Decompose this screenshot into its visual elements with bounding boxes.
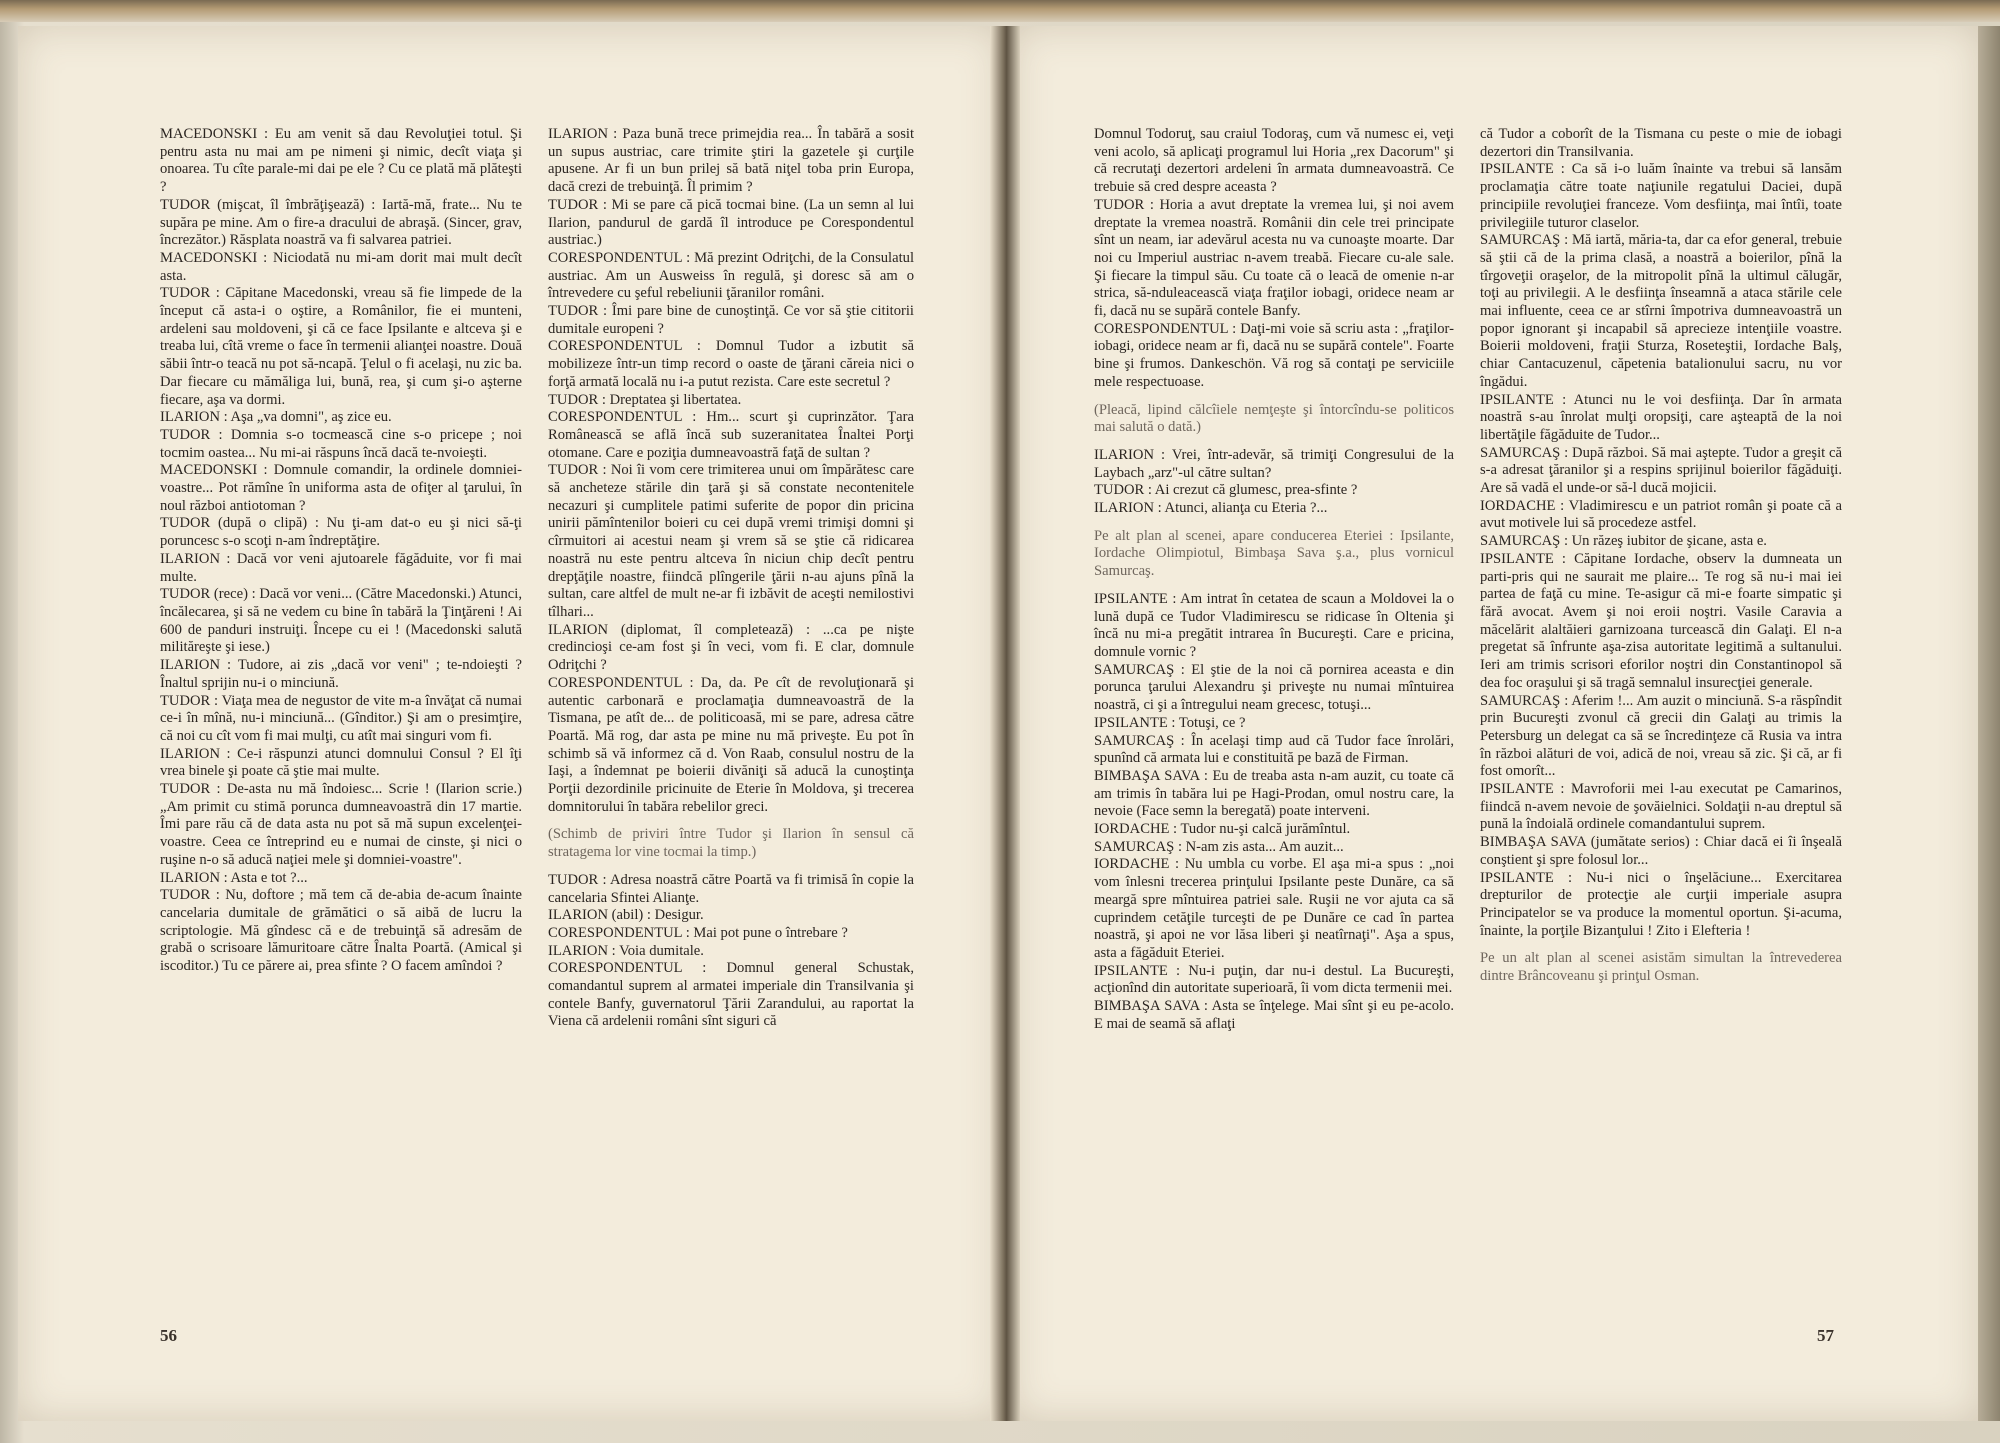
book-gutter xyxy=(990,26,1020,1421)
paragraph: SAMURCAŞ : În acelaşi timp aud că Tudor face înrolări, spunînd că armata lui e constituită pe bază de Firman. xyxy=(1094,732,1454,767)
paragraph: Domnul Todoruţ, sau craiul Todoraş, cum vă numesc ei, veţi veni acolo, să aplicaţi programul lui Horia „rex Dacorum" şi că recrutaţi dezertori ardeleni în armata dumneavoastră. Ce trebuie să cred despre aceasta ? xyxy=(1094,126,1454,196)
paragraph: CORESPONDENTUL : Domnul general Schustak, comandantul suprem al armatei imperiale din Transilvania şi contele Banfy, guvernatorul Ţării Zarandului, au raportat la Viena că ardelenii români sînt siguri că xyxy=(548,960,914,1030)
paragraph: BIMBAŞA SAVA (jumătate serios) : Chiar dacă ei îi înşeală conştient şi spre folosul lor... xyxy=(1480,834,1842,868)
paragraph: ILARION : Tudore, ai zis „dacă vor veni" ; te-ndoieşti ? Înaltul sprijin nu-i o minciună. xyxy=(160,657,522,691)
column-3 xyxy=(1094,126,1454,1033)
column-4 xyxy=(1480,126,1842,996)
paragraph: TUDOR (rece) : Dacă vor veni... (Către Macedonski.) Atunci, încălecarea, şi să ne vedem cu bine în tabără la Ţinţăreni ! Ai 600 de panduri instruiţi. Începe cu ei ! (Macedonski salută milităreşte şi iese.) xyxy=(160,586,522,656)
stage-direction: (Pleacă, lipind călcîiele nemţeşte şi întorcîndu-se politicos mai salută o dată.) xyxy=(1094,401,1454,436)
paragraph: TUDOR : Ai crezut că glumesc, prea-sfinte ? xyxy=(1094,482,1358,499)
paragraph: MACEDONSKI : Niciodată nu mi-am dorit mai mult decît asta. xyxy=(160,249,522,284)
paragraph: IPSILANTE : Căpitane Iordache, observ la dumneata un parti-pris qui ne saurait me plaire... Te rog să nu-i mai iei partea de faţă cu mine. Te-asigur că mi-e foarte simpatic şi fără avocat. Avem şi noi eroii noştri. Vasile Caravia a măcelărit alaltăieri garnizoana turcească din Galaţi. El n-a pregetat să înfrunte aşa-zisa autoritate legitimă a sultanului. Ieri am trimis scrisori eforilor noştri din Constantinopol să dea foc oraşului şi să tragă semnalul insurecţiei generale. xyxy=(1480,550,1842,691)
paragraph: SAMURCAŞ : El ştie de la noi că pornirea aceasta e din porunca ţarului Alexandru şi priveşte nu numai mîntuirea noastră, ci şi a întregului neam grecesc, totuşi... xyxy=(1094,661,1454,714)
paragraph: MACEDONSKI : Domnule comandir, la ordinele domniei-voastre... Pot rămîne în uniforma asta de ofiţer al ţarului, în noul război antiotoman ? xyxy=(160,462,522,514)
paragraph: IORDACHE : Tudor nu-şi calcă jurămîntul. xyxy=(1094,821,1351,838)
column-2 xyxy=(548,126,914,1031)
paragraph: ILARION (abil) : Desigur. xyxy=(548,907,704,924)
paragraph: ILARION : Vrei, într-adevăr, să trimiţi Congresului de la Laybach „arz"-ul către sultan? xyxy=(1094,446,1454,481)
paragraph: ILARION : Asta e tot ?... xyxy=(160,869,308,886)
paragraph: TUDOR : Horia a avut dreptate la vremea lui, şi noi avem dreptate la vremea noastră. Românii din cele trei principate sînt un neam, iar adevărul acesta nu va cunoaşte moarte. Dar noi cu Imperiul austriac n-avem treabă. Fiecare cu-ale sale. Şi fiecare la timpul său. Cu toate că o leacă de omenie n-ar strica, să-nduleacească viaţa fraţilor iobagi, oridece neam ar fi, dacă nu se supără contele Banfy. xyxy=(1094,196,1454,320)
paragraph: IORDACHE : Vladimirescu e un patriot român şi poate că a avut motivele lui să procedeze astfel. xyxy=(1480,497,1842,532)
paragraph: ILARION : Aşa „va domni", aş zice eu. xyxy=(160,409,392,426)
paragraph: TUDOR : Domnia s-o tocmească cine s-o pricepe ; noi tocmim oastea... Nu mi-ai răspuns încă dacă te-nvoieşti. xyxy=(160,426,522,461)
paragraph: ILARION (diplomat, îl completează) : ...ca pe nişte credincioşi ce-am fost şi în veci, vom fi. E clar, domnule Odriţchi ? xyxy=(548,621,914,674)
paragraph: CORESPONDENTUL : Mai pot pune o întrebare ? xyxy=(548,924,848,941)
paragraph: IPSILANTE : Mavroforii mei l-au executat pe Camarinos, fiindcă n-avem nevoie de şovăielnici. Soldaţii n-au dreptul să pună la îndoială ordinele comandantului suprem. xyxy=(1480,781,1842,833)
paragraph: IPSILANTE : Am intrat în cetatea de scaun a Moldovei la o lună după ce Tudor Vladimirescu se ridicase în Oltenia şi încă nu mi-a pregătit intrarea în Bucureşti. Care e pricina, domnule vornic ? xyxy=(1094,590,1454,660)
paragraph: TUDOR (mişcat, îl îmbrăţişează) : Iartă-mă, frate... Nu te supăra pe mine. Am o fire-a dracului de abraşă. (Sincer, grav, încrezător.) Răsplata noastră va fi salvarea patriei. xyxy=(160,196,522,249)
paragraph: TUDOR : Mi se pare că pică tocmai bine. (La un semn al lui Ilarion, pandurul de gardă îl introduce pe Corespondentul austriac.) xyxy=(548,196,914,249)
book-cover-edge xyxy=(0,0,2000,22)
paragraph: SAMURCAŞ : Aferim !... Am auzit o minciună. S-a răspîndit prin Bucureşti zvonul că grecii din Galaţi au trimis la Petersburg un delegat ca să se încredinţeze că Rusia va intra în război alături de voi, adică de noi, vreau să zic. Şi că, ar fi fost omorît... xyxy=(1480,692,1842,780)
paragraph: ILARION : Paza bună trece primejdia rea... În tabără a sosit un supus austriac, care trimite ştiri la gazetele şi curţile apusene. Ar fi un bun prilej să bată niţel toba prin Europa, dacă crezi de trebuinţă. Îl primim ? xyxy=(548,126,914,196)
paragraph: TUDOR : De-asta nu mă îndoiesc... Scrie ! (Ilarion scrie.) „Am primit cu stimă porunca dumneavoastră din 17 martie. Îmi pare rău că de data asta nu pot să mă supun excelenţei-voastre. Ceea ce întreprind eu e numai de cinste, şi nici o ruşine n-o să aducă naţiei mele şi domniei-voastre". xyxy=(160,781,522,868)
page-number-left: 56 xyxy=(160,1326,177,1345)
paragraph: IORDACHE : Nu umbla cu vorbe. El aşa mi-a spus : „noi vom înlesni trecerea prinţului Ipsilante peste Dunăre, ca să meargă spre mîntuirea patriei sale. Ruşii ne vor ajuta ca să cuprindem cetăţile turceşti de pe Dunăre ce cad în partea noastră, şi apoi ne vor lăsa liberi şi neatîrnaţi". Aşa a spus, asta a făgăduit Eteriei. xyxy=(1094,856,1454,961)
paragraph: CORESPONDENTUL : Da, da. Pe cît de revoluţionară şi autentic carbonară e proclamaţia dumneavoastră de la Tismana, pe atît de... de politicoasă, mi se pare, adresa către Poartă. Mă rog, dar asta pe mine nu mă priveşte. Eu pot în schimb să vă informez că d. Von Raab, consulul nostru de la Iaşi, a îndemnat pe boierii divăniţi să aducă la cunoştinţa Porţii dezordinile pricinuite de Eterie în Moldova, şi trecerea domnitorului în tabăra rebelilor greci. xyxy=(548,674,914,815)
paragraph: SAMURCAŞ : Mă iartă, măria-ta, dar ca efor general, trebuie să ştii că de la prima clasă, a noastră a boierilor, pînă la tîrgoveţii oraşelor, de la mitropolit pînă la ultimul călugăr, toţi au privilegii. A le desfiinţa înseamnă a ataca stările cele mai influente, ceea ce ar stîrni împotriva dumneavoastră un popor ignorant şi incapabil să aprecieze intenţiile voastre. Boierii moldoveni, fraţii Sturza, Roseteştii, Iordache Balş, chiar Cantacuzenul, căpetenia batalionului sacru, nu vor îngădui. xyxy=(1480,232,1842,390)
paragraph: SAMURCAŞ : N-am zis asta... Am auzit... xyxy=(1094,838,1344,855)
paragraph: SAMURCAŞ : Un răzeş iubitor de şicane, asta e. xyxy=(1480,533,1767,550)
stage-direction: Pe un alt plan al scenei asistăm simultan la întrevederea dintre Brâncoveanu şi prinţul Osman. xyxy=(1480,950,1842,985)
paragraph: CORESPONDENTUL : Daţi-mi voie să scriu asta : „fraţilor-iobagi, oridece neam ar fi, dacă nu se supără contele". Foarte bine şi frumos. Dankeschön. Vă rog să contaţi pe serviciile mele respectuoase. xyxy=(1094,320,1454,390)
paragraph: IPSILANTE : Nu-i nici o înşelăciune... Exercitarea drepturilor de protecţie ale curţii imperiale asupra Principatelor se va produce la momentul oportun. Şi-acuma, înainte, la porţile Bizanţului ! Zito i Elefteria ! xyxy=(1480,869,1842,939)
stage-direction: Pe alt plan al scenei, apare conducerea Eteriei : Ipsilante, Iordache Olimpiotul, Bimbaşa Sava ş.a., plus vornicul Samurcaş. xyxy=(1094,527,1454,580)
paragraph: CORESPONDENTUL : Domnul Tudor a izbutit să mobilizeze într-un timp record o oaste de ţărani căreia nici o forţă armată locală nu i-a putut rezista. Care este secretul ? xyxy=(548,338,914,390)
paragraph: IPSILANTE : Ca să i-o luăm înainte va trebui să lansăm proclamaţia către toate naţiunile regatului Daciei, după principiile revoluţiei franceze. Vom desfiinţa, mai întîi, toate privilegiile tuturor claselor. xyxy=(1480,161,1842,231)
paragraph: TUDOR : Noi îi vom cere trimiterea unui om împărătesc care să ancheteze stările din ţară şi să constate necontenitele necazuri şi cumplitele patimi suferite de popor din pricina unirii pămîntenilor boieri cu cei după vremi trimişi domni şi cîrmuitori ai acestui neam şi vrem să se ştie că ridicarea noastră nu este pentru altceva în niciun chip decît pentru drepţăţile noastre, fiindcă plîngerile ţării n-au ajuns pînă la sultan, care altfel de mult ne-ar fi izbăvit de aceşti nemilostivi tîlhari... xyxy=(548,462,914,620)
paragraph: IPSILANTE : Nu-i puţin, dar nu-i destul. La Bucureşti, acţionînd din autoritate superioară, îi vom dicta termenii mei. xyxy=(1094,962,1454,997)
paragraph: TUDOR : Nu, doftore ; mă tem că de-abia de-acum înainte cancelaria dumitale de grămătici o să aibă de lucru la scriptologie. Mă gîndesc că e de trebuinţă să adresăm de grabă o scrisoare lămuritoare către Înalta Poartă. (Amical şi iscoditor.) Tu ce părere ai, prea sfinte ? O facem amîndoi ? xyxy=(160,887,522,975)
stage-direction: (Schimb de priviri între Tudor şi Ilarion în sensul că stratagema lor vine tocmai la timp.) xyxy=(548,826,914,861)
paragraph: CORESPONDENTUL : Mă prezint Odriţchi, de la Consulatul austriac. Am un Ausweiss în regulă, şi doresc să am o întrevedere cu şeful rebeliunii ţăranilor români. xyxy=(548,249,914,302)
paragraph: BIMBAŞA SAVA : Eu de treaba asta n-am auzit, cu toate că am trimis în tabăra lui pe Hagi-Prodan, omul nostru care, la nevoie (Face semn la beregată) poate interveni. xyxy=(1094,767,1454,820)
page-number-right: 57 xyxy=(1817,1326,1834,1345)
paragraph: TUDOR (după o clipă) : Nu ţi-am dat-o eu şi nici să-ţi poruncesc s-o scoţi n-am îndreptăţire. xyxy=(160,515,522,550)
paragraph: TUDOR : Îmi pare bine de cunoştinţă. Ce vor să ştie cititorii dumitale europeni ? xyxy=(548,303,914,337)
paragraph: CORESPONDENTUL : Hm... scurt şi cuprinzător. Ţara Românească se află încă sub suzeranitatea Înaltei Porţi otomane. Care e poziţia dumneavoastră faţă de sultan ? xyxy=(548,409,914,461)
book-right-edge xyxy=(1978,26,2000,1421)
paragraph: IPSILANTE : Totuşi, ce ? xyxy=(1094,714,1246,731)
paragraph: ILARION : Voia dumitale. xyxy=(548,942,704,959)
paragraph: SAMURCAŞ : După război. Să mai aştepte. Tudor a greşit că s-a adresat ţăranilor şi a respins sprijinul boierilor făgăduiţi. Are să vadă el unde-or să-l ducă mojicii. xyxy=(1480,444,1842,497)
paragraph: ILARION : Atunci, alianţa cu Eteria ?... xyxy=(1094,500,1328,517)
paragraph: TUDOR : Viaţa mea de negustor de vite m-a învăţat că numai ce-i în mînă, nu-i minciună... (Gînditor.) Şi am o presimţire, că noi cu cît vom fi mai mulţi, cu atît mai singuri vom fi. xyxy=(160,692,522,744)
paragraph: BIMBAŞA SAVA : Asta se înţelege. Mai sînt şi eu pe-acolo. E mai de seamă să aflaţi xyxy=(1094,998,1454,1032)
paragraph: TUDOR : Căpitane Macedonski, vreau să fie limpede de la început că asta-i o oştire, a Românilor, fie ei munteni, ardeleni sau moldoveni, şi că ce face Ipsilante e altceva şi e treaba lui, cîtă vreme o face în termenii alianţei noastre. Două săbii într-o teacă nu pot să-ncapă. Ţelul o fi acelaşi, nu zic ba. Dar fiecare cu mămăliga lui, bună, rea, şi cum şi-o aşterne fiecare, aşa va dormi. xyxy=(160,285,522,408)
column-1 xyxy=(160,126,522,976)
paragraph: TUDOR : Adresa noastră către Poartă va fi trimisă în copie la cancelaria Sfintei Alianţe. xyxy=(548,871,914,906)
paragraph: TUDOR : Dreptatea şi libertatea. xyxy=(548,391,742,408)
paragraph: ILARION : Ce-i răspunzi atunci domnului Consul ? El îţi vrea binele şi poate că ştie mai multe. xyxy=(160,745,522,780)
paragraph: IPSILANTE : Atunci nu le voi desfiinţa. Dar în armata noastră s-au înrolat mulţi oropsiţi, care aşteaptă de la noi libertăţile făgăduite de Tudor... xyxy=(1480,391,1842,443)
paragraph: ILARION : Dacă vor veni ajutoarele făgăduite, vor fi mai multe. xyxy=(160,550,522,585)
paragraph: MACEDONSKI : Eu am venit să dau Revoluţiei totul. Şi pentru asta nu mai am pe nimeni şi nimic, decît viaţa şi onoarea. Tu cîte parale-mi dai pe ele ? Cu ce plată mă plăteşti ? xyxy=(160,126,522,196)
paragraph: că Tudor a coborît de la Tismana cu peste o mie de iobagi dezertori din Transilvania. xyxy=(1480,126,1842,160)
